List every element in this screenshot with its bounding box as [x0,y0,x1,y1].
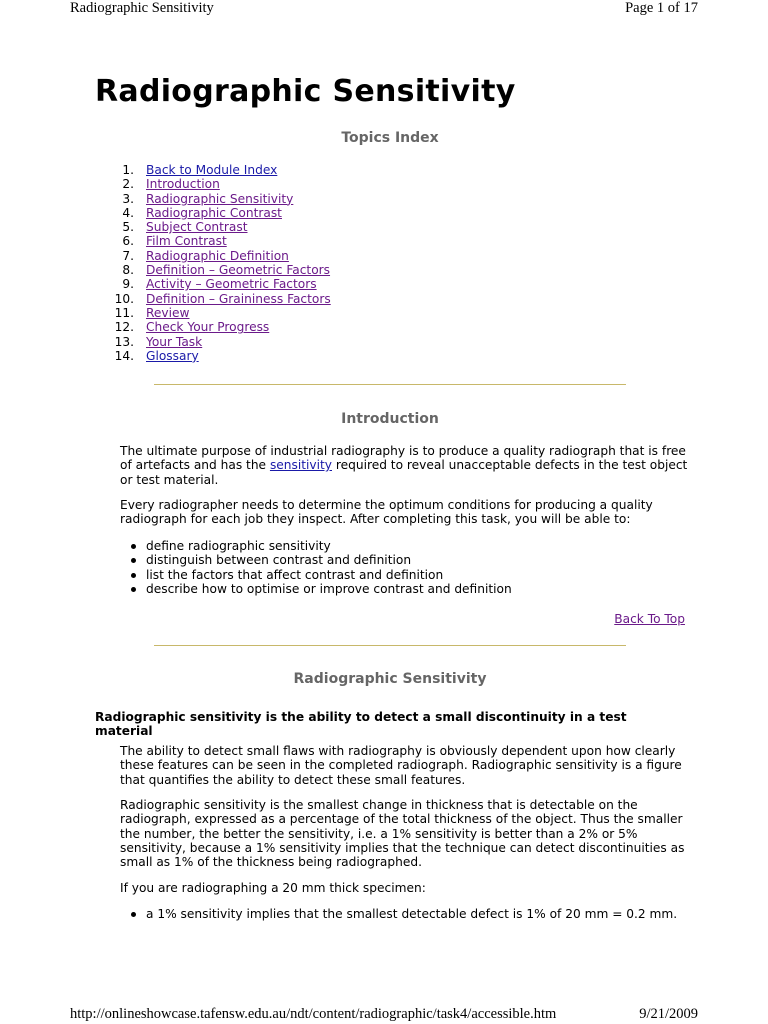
topic-link[interactable]: Radiographic Sensitivity [146,191,294,206]
radiographic-sensitivity-heading: Radiographic Sensitivity [293,671,487,687]
introduction-paragraph-2: Every radiographer needs to determine the optimum conditions for producing a quality radiograph for each job they inspect. After completing this task, you will be able to: [120,498,653,527]
topics-index-item [112,320,331,334]
page-title: Radiographic Sensitivity [95,74,516,109]
topics-index-item [112,335,331,349]
topics-index-number: 9. [122,277,134,292]
topics-index-number: 12. [114,320,134,335]
sensitivity-definition: Radiographic sensitivity is the ability to detect a small discontinuity in a test material [95,710,627,739]
bullet-item: define radiographic sensitivity [120,539,680,553]
topic-link[interactable]: Back to Module Index [146,163,278,177]
topic-link[interactable]: Subject Contrast [146,220,248,235]
topics-index-item [112,306,331,320]
topics-index-number: 11. [114,305,134,320]
topics-index-item [112,177,331,191]
topic-link[interactable]: Definition – Geometric Factors [146,263,331,278]
topics-index-list [112,163,331,363]
topic-link[interactable]: Introduction [146,177,220,192]
topic-link[interactable]: Film Contrast [146,234,227,249]
topics-index-number: 3. [122,191,134,206]
topics-index-number: 2. [122,177,134,192]
introduction-paragraph-1 [120,444,692,487]
topics-index-item [112,220,331,234]
sensitivity-paragraph-3: If you are radiographing a 20 mm thick specimen: [120,881,426,895]
topics-index-item [112,163,331,177]
topic-link[interactable]: Check Your Progress [146,320,270,335]
topic-link[interactable]: Your Task [146,334,203,349]
print-footer-url: http://onlineshowcase.tafensw.edu.au/ndt/content/radiographic/task4/accessible.htm [70,1006,557,1022]
bullet-item: a 1% sensitivity implies that the smallest detectable defect is 1% of 20 mm = 0.2 mm. [120,907,680,921]
topics-index-item [112,292,331,306]
sensitivity-paragraph-1: The ability to detect small flaws with radiography is obviously dependent upon how clearly these features can be seen in the completed radiograph. Radiographic sensitivity is a figure that quantifies the ability to detect these small features. [120,744,682,787]
topics-index-heading: Topics Index [341,130,439,146]
introduction-heading: Introduction [341,411,439,427]
topics-index-number: 4. [122,205,134,220]
sensitivity-link[interactable]: sensitivity [269,458,332,473]
topics-index-number: 14. [114,348,134,363]
bullet-item: describe how to optimise or improve contrast and definition [120,582,680,596]
topics-index-number: 1. [122,163,134,177]
topic-link[interactable]: Glossary [146,348,199,363]
section-divider [154,645,626,646]
topics-index-number: 13. [114,334,134,349]
topic-link[interactable]: Radiographic Contrast [146,205,282,220]
topic-link[interactable]: Review [146,305,190,320]
section-divider [154,384,626,385]
topics-index-number: 10. [114,291,134,306]
topics-index-number: 8. [122,263,134,278]
print-header-page-number: Page 1 of 17 [625,0,698,16]
print-header-title: Radiographic Sensitivity [70,0,214,16]
topic-link[interactable]: Definition – Graininess Factors [146,291,331,306]
intro-text: The ultimate purpose of industrial radiography is to produce a quality radiograph that is free of artefacts and has the [120,444,686,473]
topics-index-number: 7. [122,248,134,263]
topic-link[interactable]: Activity – Geometric Factors [146,277,317,292]
topics-index-item [112,263,331,277]
objectives-list [120,539,680,596]
topics-index-item [112,192,331,206]
topic-link[interactable]: Radiographic Definition [146,248,289,263]
intro-text: required to reveal unacceptable defects in the test object or test material. [120,458,688,487]
topics-index-number: 6. [122,234,134,249]
sensitivity-paragraph-2: Radiographic sensitivity is the smallest change in thickness that is detectable on the radiograph, expressed as a percentage of the total thickness of the object. Thus the smaller the number, the better the sensitivity, i.e. a 1% sensitivity is better than a 2% or 5% sensitivity, because a 1% sensitivity implies that the technique can detect discontinuities as small as 1% of the thickness being radiographed. [120,798,685,870]
sensitivity-example-list [120,907,680,921]
back-to-top-link[interactable]: Back To Top [614,612,685,626]
bullet-item: list the factors that affect contrast and definition [120,568,680,582]
bullet-item: distinguish between contrast and definition [120,553,680,567]
topics-index-item [112,206,331,220]
topics-index-item [112,277,331,291]
topics-index-item [112,234,331,248]
print-footer-date: 9/21/2009 [639,1006,698,1022]
topics-index-item [112,349,331,363]
topics-index-item [112,249,331,263]
topics-index-number: 5. [122,220,134,235]
